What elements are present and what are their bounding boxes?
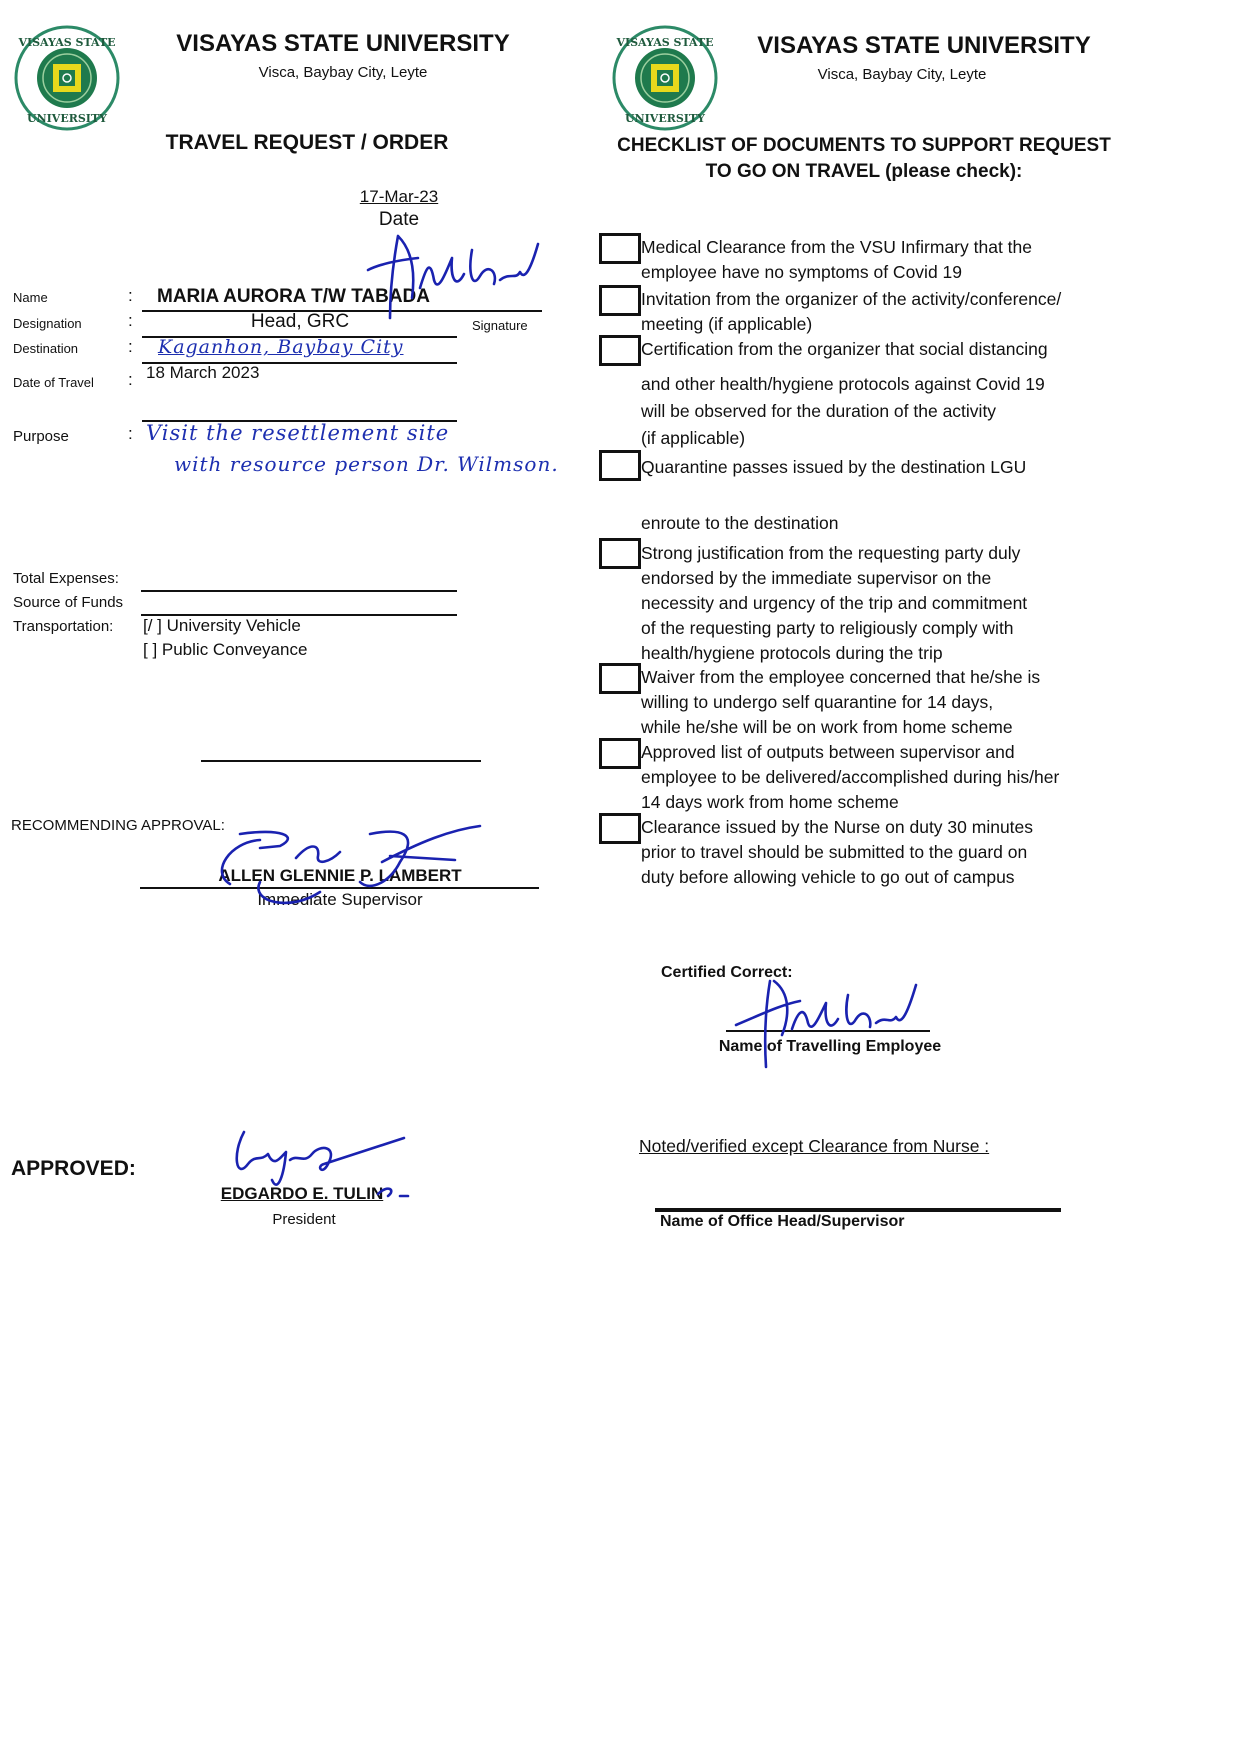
university-name-right: VISAYAS STATE UNIVERSITY [757,32,1091,59]
checklist-item-text: while he/she will be on work from home scheme [641,717,1013,737]
date-label: Date [378,209,420,230]
checklist-item-text: will be observed for the duration of the activity [641,401,997,421]
checklist-checkbox[interactable] [599,738,641,769]
checklist-item-text: health/hygiene protocols during the trip [641,643,943,663]
transport-option-university-vehicle[interactable]: [/ ] University Vehicle [143,616,301,635]
source-of-funds-label: Source of Funds [13,594,124,611]
university-seal-logo [611,24,719,132]
purpose-line-2: with resource person Dr. Wilmson. [174,452,559,476]
colon: : [128,337,133,356]
checklist-checkbox[interactable] [599,233,641,264]
checklist-item-text: necessity and urgency of the trip and commitment [641,593,1028,613]
svg-text:VISAYAS STATE: VISAYAS STATE [616,36,714,49]
university-address: Visca, Baybay City, Leyte [258,64,428,81]
checklist-item-text: Strong justification from the requesting party duly [641,543,1021,563]
checklist-item-text: endorsed by the immediate supervisor on the [641,568,992,588]
svg-text:UNIVERSITY: UNIVERSITY [27,112,107,125]
transportation-label: Transportation: [13,618,114,635]
checklist-item-text: Invitation from the organizer of the activity/conference/ [641,289,1062,309]
name-value: MARIA AURORA T/W TABADA [157,286,430,307]
svg-text:VISAYAS STATE: VISAYAS STATE [18,36,116,49]
travelling-employee-label: Name of Travelling Employee [718,1038,942,1055]
request-date: 17-Mar-23 [359,187,439,206]
checklist-item-text: prior to travel should be submitted to the guard on [641,842,1028,862]
transport-option-public-conveyance[interactable]: [ ] Public Conveyance [143,640,308,659]
checklist-item-text: (if applicable) [641,428,746,448]
university-seal-logo [13,24,121,132]
colon: : [128,311,133,330]
svg-text:UNIVERSITY: UNIVERSITY [625,112,705,125]
university-name: VISAYAS STATE UNIVERSITY [176,30,510,57]
president-signature [228,1124,428,1214]
signature-label: Signature [472,318,528,333]
president-name: EDGARDO E. TULIN [220,1184,384,1203]
checklist-item-text: and other health/hygiene protocols against Covid 19 [641,374,1045,394]
total-expenses-label: Total Expenses: [13,570,119,587]
checklist-item-text: of the requesting party to religiously comply with [641,618,1014,638]
checklist-item-text: Approved list of outputs between supervisor and [641,742,1015,762]
president-title: President [272,1211,336,1228]
requester-signature [360,228,550,328]
checklist-item-text: Waiver from the employee concerned that he/she is [641,667,1041,687]
checklist-item-text: 14 days work from home scheme [641,792,899,812]
total-expenses-line [141,590,457,592]
checklist-checkbox[interactable] [599,663,641,694]
approved-label: APPROVED: [11,1157,136,1180]
checklist-checkbox[interactable] [599,813,641,844]
recommending-approval-label: RECOMMENDING APPROVAL: [11,817,225,834]
noted-verified-label: Noted/verified except Clearance from Nurse : [639,1136,990,1156]
checklist-item-text: enroute to the destination [641,513,839,533]
checklist-checkbox[interactable] [599,538,641,569]
office-head-label: Name of Office Head/Supervisor [660,1213,905,1230]
colon: : [128,424,133,443]
supervisor-signature [200,822,500,912]
colon: : [128,286,133,305]
designation-label: Designation [13,316,82,331]
date-of-travel-value: 18 March 2023 [146,363,260,382]
form-title: TRAVEL REQUEST / ORDER [165,131,449,154]
colon: : [128,370,133,389]
checklist-item-text: meeting (if applicable) [641,314,813,334]
certified-correct-label: Certified Correct: [661,964,793,981]
checklist-item-text: employee have no symptoms of Covid 19 [641,262,962,282]
checklist-checkbox[interactable] [599,450,641,481]
designation-value: Head, GRC [250,311,350,332]
checklist-heading-line-2: TO GO ON TRAVEL (please check): [705,161,1023,182]
checklist-item-text: Clearance issued by the Nurse on duty 30 minutes [641,817,1034,837]
travelling-employee-signature [730,975,960,1070]
checklist-item-text: Medical Clearance from the VSU Infirmary that the [641,237,1032,257]
purpose-line-1: Visit the resettlement site [146,421,450,445]
date-of-travel-label: Date of Travel [13,375,94,390]
checklist-checkbox[interactable] [599,285,641,316]
destination-label: Destination [13,341,79,356]
office-head-line [655,1208,1061,1212]
checklist-item-text: duty before allowing vehicle to go out of campus [641,867,1015,887]
supervisor-name: ALLEN GLENNIE P. LAMBERT [218,866,462,885]
checklist-item-text: employee to be delivered/accomplished during his/her [641,767,1060,787]
purpose-label: Purpose [13,428,69,445]
checklist-item-text: willing to undergo self quarantine for 14 days, [641,692,994,712]
checklist-item-text: Certification from the organizer that social distancing [641,339,1048,359]
checklist-checkbox[interactable] [599,335,641,366]
checklist-heading-line-1: CHECKLIST OF DOCUMENTS TO SUPPORT REQUEST [617,135,1111,156]
name-label: Name [13,290,48,305]
supervisor-title: Immediate Supervisor [257,890,423,909]
destination-value: Kaganhon, Baybay City [158,336,404,358]
checklist-item-text: Quarantine passes issued by the destination LGU [641,457,1027,477]
university-address-right: Visca, Baybay City, Leyte [817,66,987,83]
blank-signature-line [201,760,481,762]
